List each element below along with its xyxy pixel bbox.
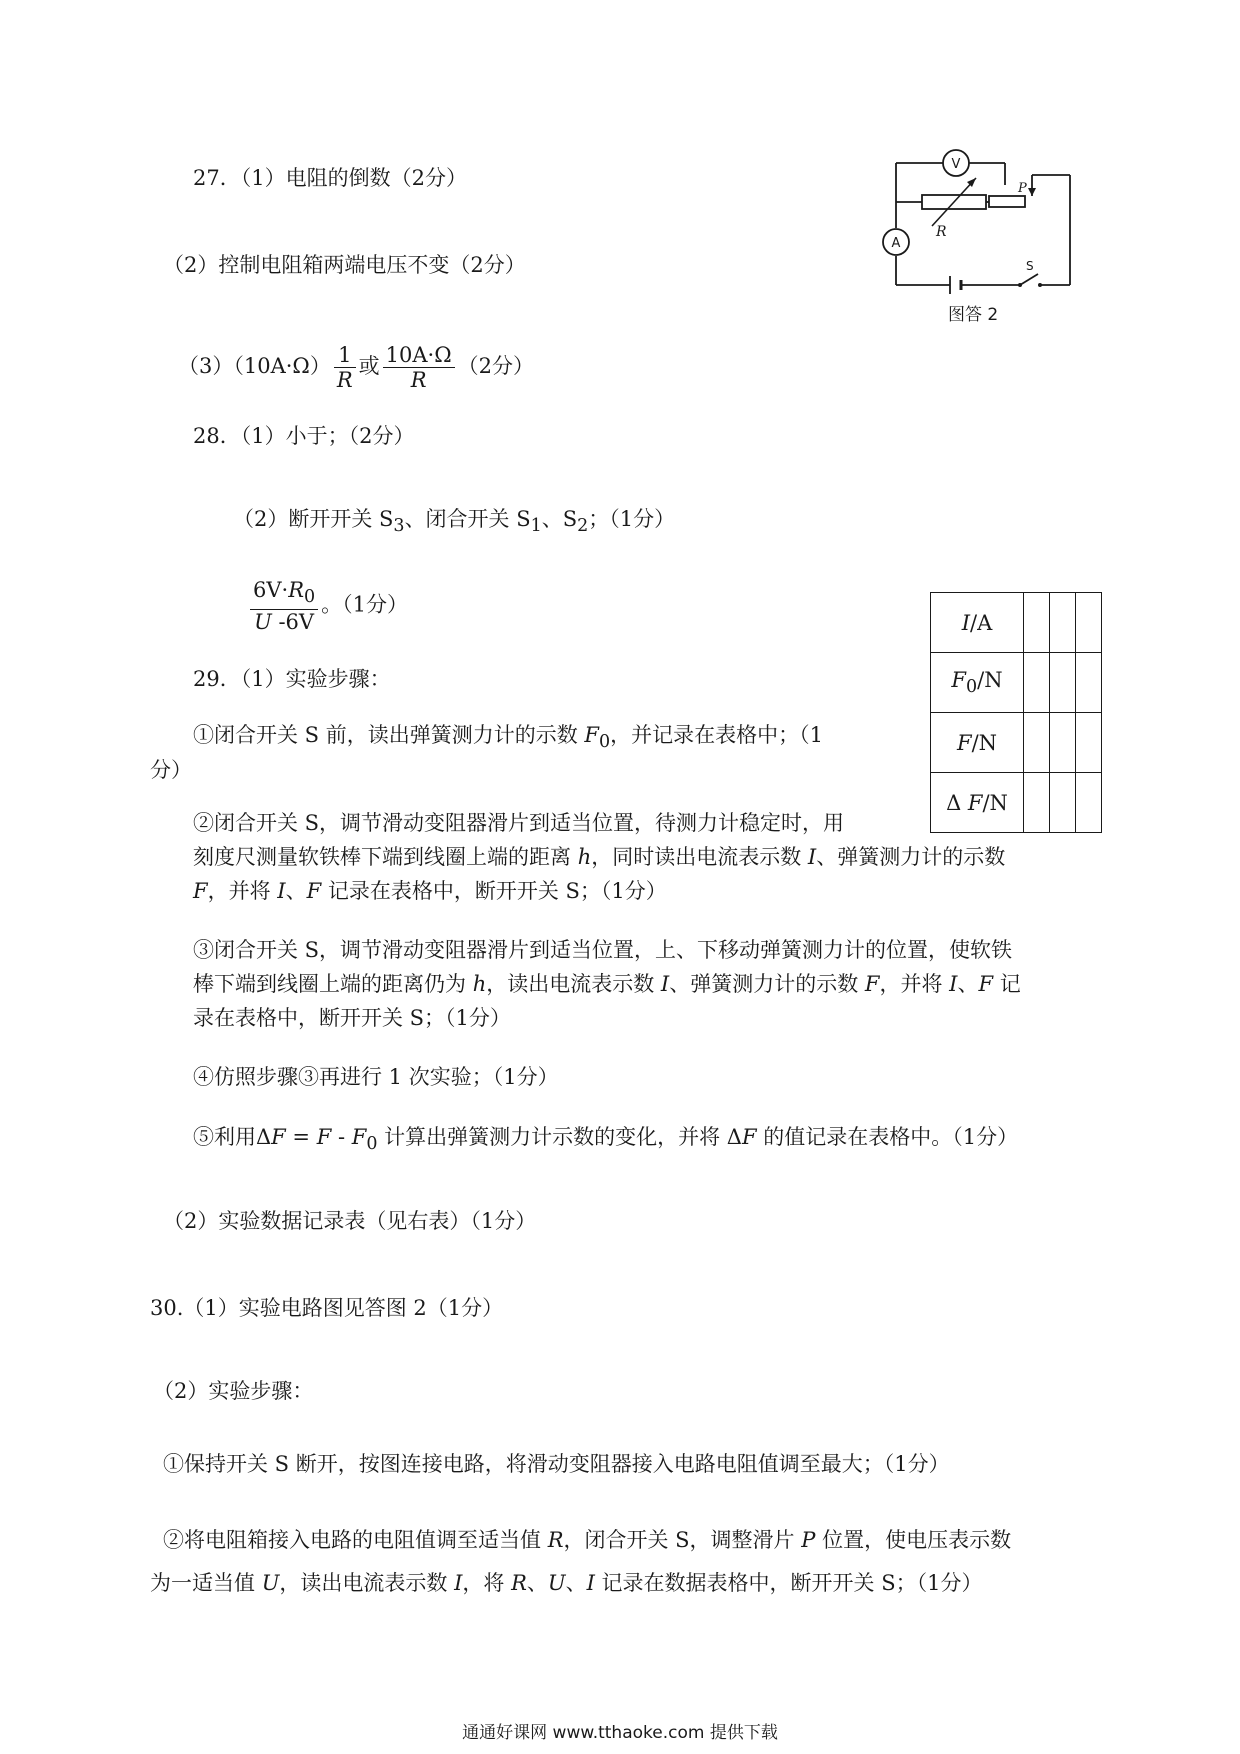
table-row [931, 713, 1102, 773]
svg-text:A: A [891, 236, 901, 251]
q28-line1: 28．（1）小于；（2分） [193, 424, 415, 448]
table-cell [1076, 593, 1102, 653]
fraction-10A-over-R: $\frac{10A\cdot\Omega}{R}$ [383, 343, 455, 392]
q29-step2-line3: F，并将 I、F 记录在表格中，断开开关 S；（1分） [193, 879, 667, 903]
q30-line1: 30.（1）实验电路图见答图 2（1分） [150, 1296, 504, 1320]
q28-line2: （2）断开开关 $S_3$、闭合开关 $S_1$、$S_2$；（1分） [233, 507, 676, 537]
table-row [931, 593, 1102, 653]
q27-line1: 27．（1）电阻的倒数（2分） [193, 166, 467, 190]
data-record-table [930, 592, 1102, 833]
table-cell [1050, 593, 1076, 653]
table-cell [1050, 713, 1076, 773]
battery-symbol [950, 276, 961, 294]
table-cell [1024, 653, 1050, 713]
q27-line3 [178, 340, 534, 392]
q29-step3-line2: 棒下端到线圈上端的距离仍为 h，读出电流表示数 I、弹簧测力计的示数 F，并将 I、F 记 [193, 972, 1021, 996]
q28-line3 [250, 578, 408, 634]
q29-part2: （2）实验数据记录表（见右表）（1分） [163, 1209, 537, 1233]
circuit-caption: 图答 2 [948, 305, 999, 325]
q27-line3-suffix: （2分） [457, 354, 535, 378]
rheostat-symbol [989, 181, 1036, 207]
table-cell [1076, 653, 1102, 713]
table-row [931, 653, 1102, 713]
q29-step2-line2: 刻度尺测量软铁棒下端到线圈上端的距离 h，同时读出电流表示数 I、弹簧测力计的示数 [193, 845, 1006, 869]
q29-step4: ④仿照步骤③再进行 1 次实验；（1分） [193, 1065, 559, 1089]
resistor-box-symbol [922, 178, 986, 240]
footer-text: 通通好课网 www.tthaoke.com 提供下载 [462, 1723, 778, 1743]
svg-text:V: V [951, 157, 961, 172]
table-cell [1050, 653, 1076, 713]
ammeter-symbol [883, 229, 909, 255]
q30-step2-line1: ②将电阻箱接入电路的电阻值调至适当值 R，闭合开关 S，调整滑片 P 位置，使电压表示数 [163, 1528, 1012, 1552]
switch-symbol [1018, 259, 1042, 287]
q29-step5: ⑤利用$\Delta F = F - F_0$ 计算出弹簧测力计示数的变化，并将 ΔF 的值记录在表格中。（1分） [193, 1125, 1019, 1155]
q27-line3-prefix: （3）（10A·Ω） [178, 354, 331, 378]
table-cell [1076, 713, 1102, 773]
svg-text:R: R [936, 224, 947, 240]
table-cell [1024, 773, 1050, 833]
q29-step1: ①闭合开关 S 前，读出弹簧测力计的示数 $F_0$，并记录在表格中；（1 [193, 723, 824, 753]
table-cell [1050, 773, 1076, 833]
q29-title: 29．（1）实验步骤： [193, 667, 391, 691]
voltmeter-symbol [943, 150, 969, 176]
svg-text:S: S [1026, 259, 1034, 273]
q29-step2-line1: ②闭合开关 S，调节滑动变阻器滑片到适当位置，待测力计稳定时，用 [193, 811, 845, 835]
q28-line3-suffix: 。（1分） [321, 592, 409, 617]
row-header-delta-force: Δ F/N [931, 773, 1024, 833]
q27-line2: （2）控制电阻箱两端电压不变（2分） [163, 253, 526, 277]
fraction-6V-R0-over-U-6V: $\frac{6V\cdot R_0}{U -6V}$ [250, 578, 318, 634]
q30-step1: ①保持开关 S 断开，按图连接电路，将滑动变阻器接入电路电阻值调至最大；（1分） [163, 1452, 950, 1476]
table-cell [1024, 713, 1050, 773]
row-header-force: F/N [931, 713, 1024, 773]
svg-text:P: P [1018, 181, 1027, 196]
q29-step3-line3: 录在表格中，断开开关 S；（1分） [193, 1006, 511, 1030]
q29-step3-line1: ③闭合开关 S，调节滑动变阻器滑片到适当位置，上、下移动弹簧测力计的位置，使软铁 [193, 938, 1013, 962]
table-cell [1024, 593, 1050, 653]
fraction-1-over-R: $\frac{1}{R}$ [334, 343, 356, 392]
row-header-initial-force: $F_0/N$ [931, 653, 1024, 713]
circuit-diagram [870, 140, 1090, 300]
row-header-current: I/A [931, 593, 1024, 653]
table-cell [1076, 773, 1102, 833]
q30-line2: （2）实验步骤： [153, 1379, 314, 1403]
or-text: 或 [358, 354, 380, 378]
table-row [931, 773, 1102, 833]
q29-step1-cont: 分） [150, 758, 192, 782]
q30-step2-line2: 为一适当值 U，读出电流表示数 I，将 R、U、I 记录在数据表格中，断开开关 S；（1分） [150, 1571, 983, 1595]
